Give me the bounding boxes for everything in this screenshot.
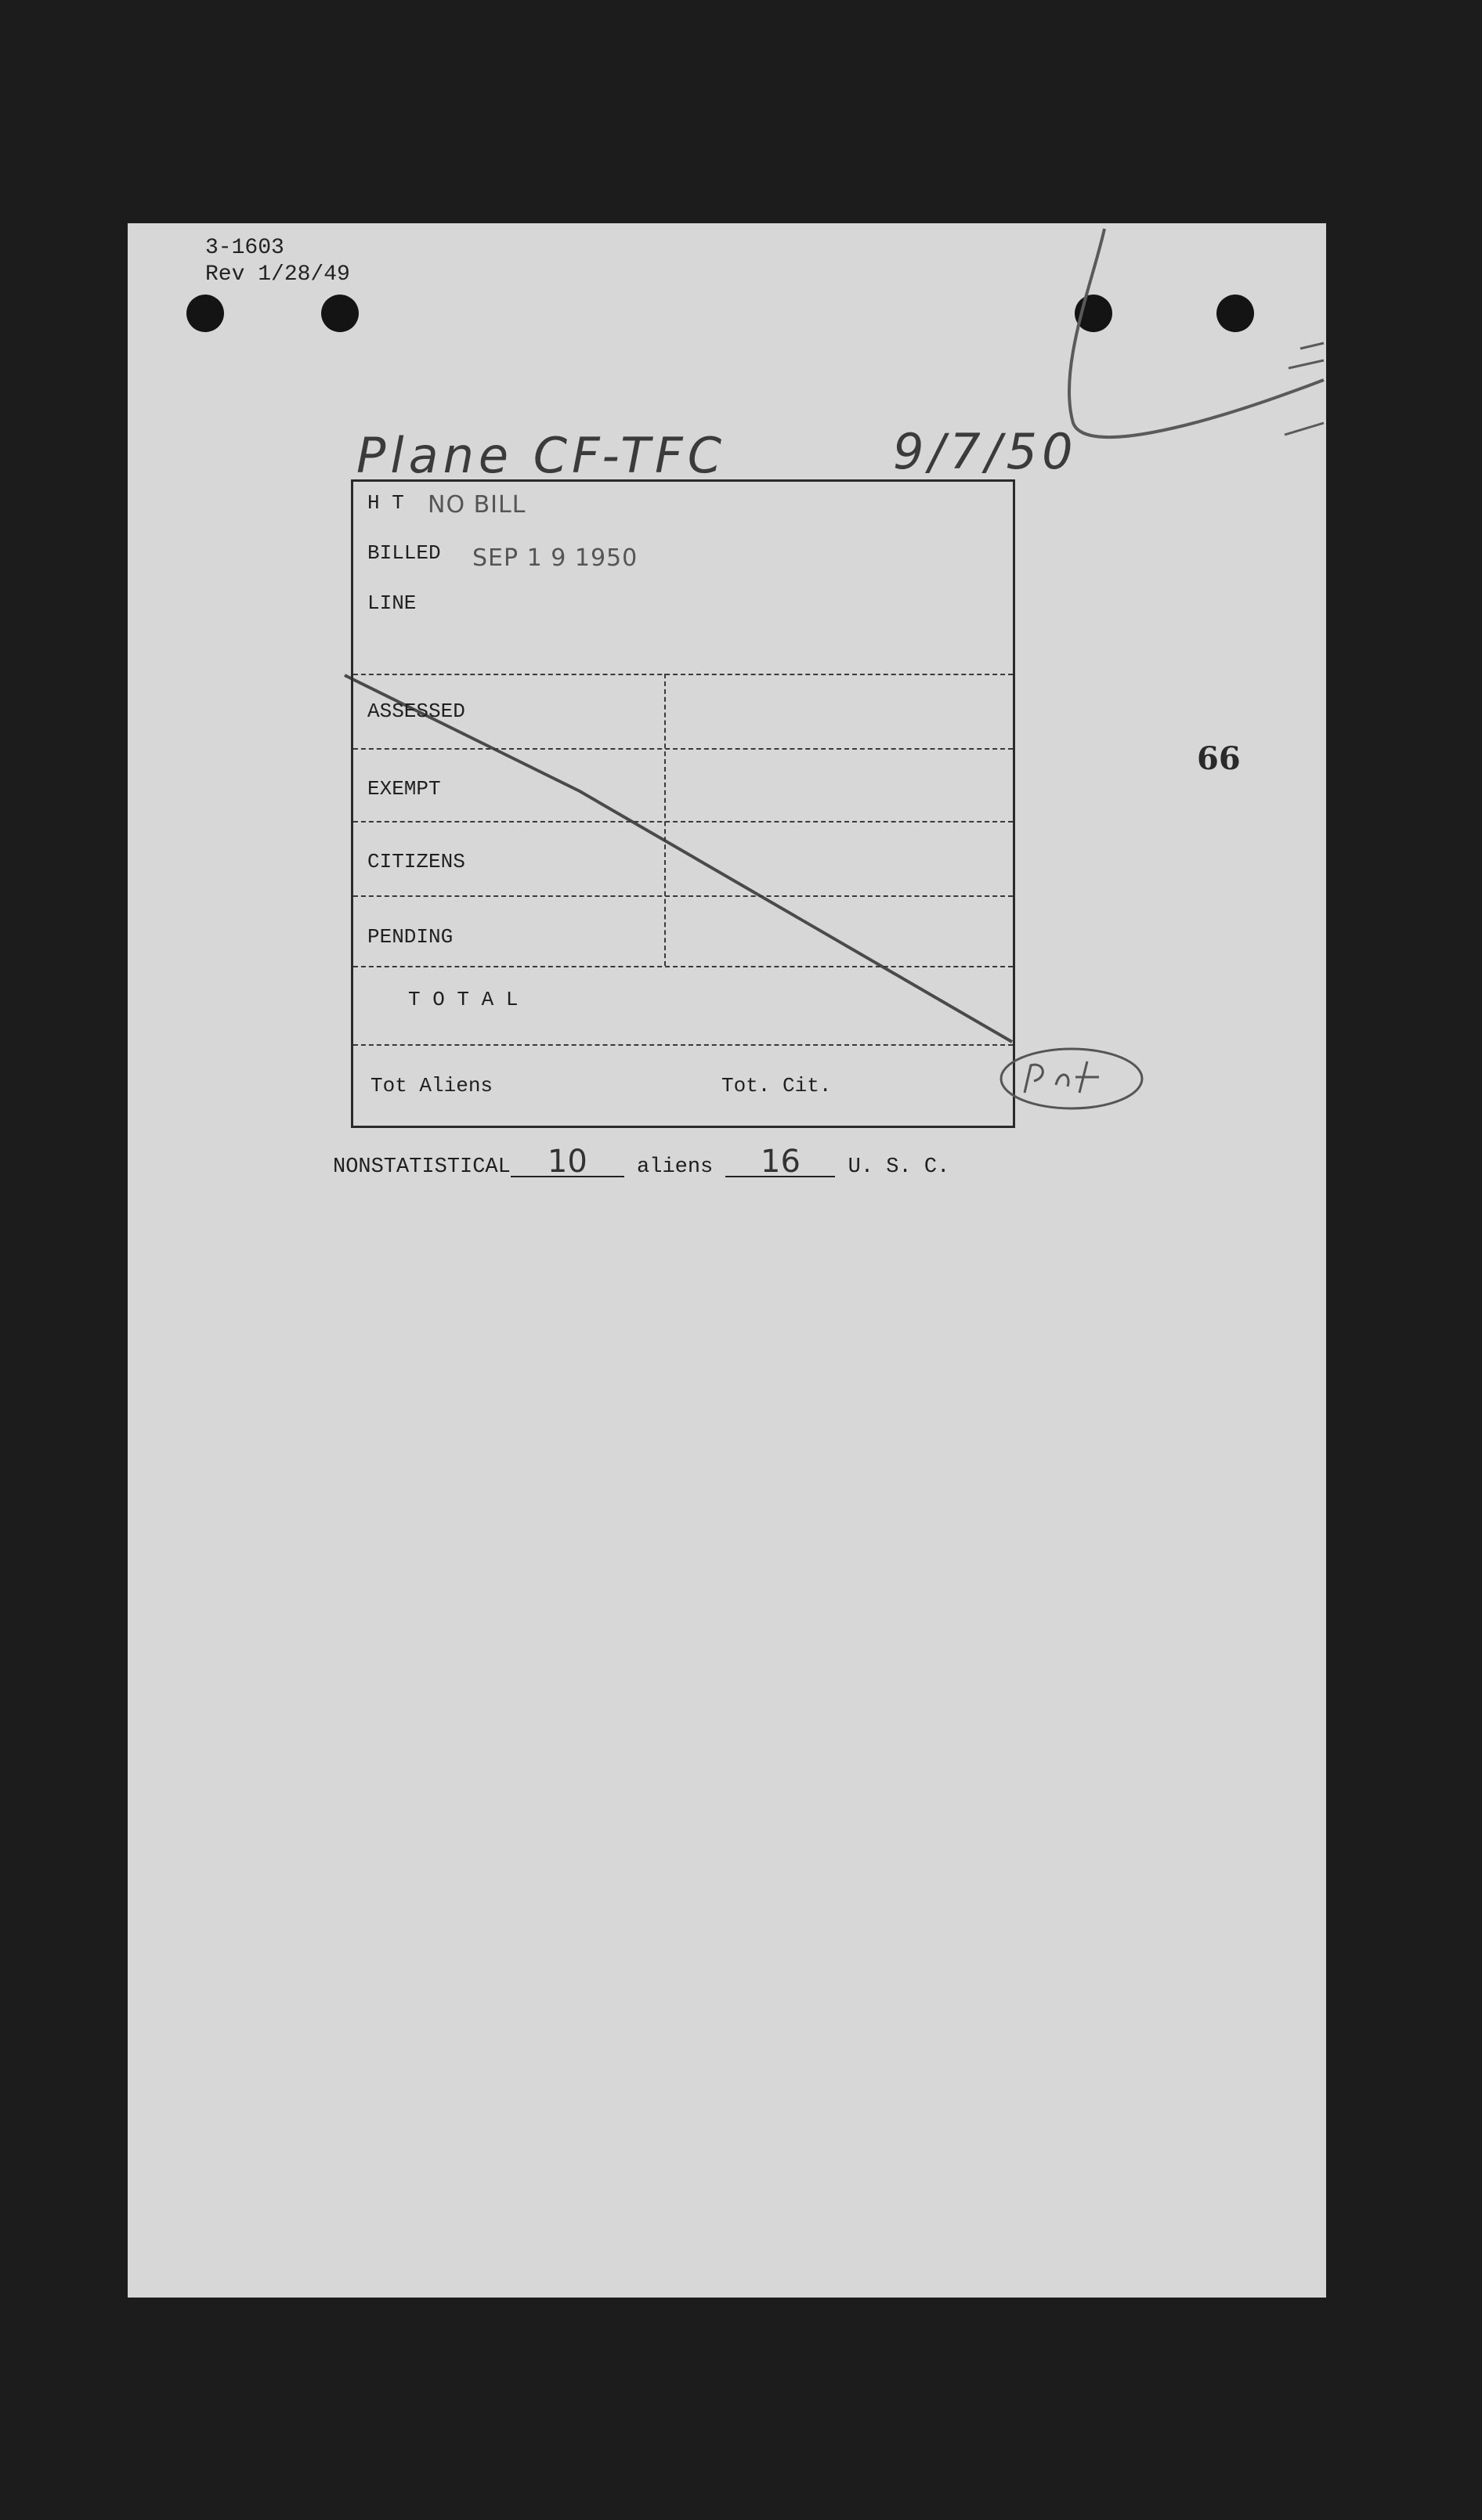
- divider: [353, 1044, 1013, 1046]
- billed-label: BILLED: [367, 541, 441, 565]
- date-handwritten: 9/7/50: [893, 423, 1078, 480]
- ht-label: H T: [367, 491, 404, 515]
- divider: [353, 821, 1013, 823]
- tot-aliens-label: Tot Aliens: [370, 1074, 493, 1097]
- form-revision: Rev 1/28/49: [205, 262, 350, 287]
- plane-label: Plane CF-TFC: [356, 427, 727, 484]
- column-divider: [664, 674, 666, 966]
- total-label: T O T A L: [408, 988, 519, 1011]
- divider: [353, 895, 1013, 897]
- line-label: LINE: [367, 591, 417, 615]
- form-code: 3-1603: [205, 236, 284, 260]
- row-label-citizens: CITIZENS: [367, 850, 465, 873]
- usc-count: 16: [725, 1148, 835, 1177]
- nonstatistical-line: [333, 1144, 950, 1180]
- page-number: 66: [1197, 740, 1241, 777]
- usc-label: U. S. C.: [848, 1155, 950, 1179]
- divider: [353, 674, 1013, 675]
- aliens-label: aliens: [637, 1155, 714, 1179]
- billed-date-stamp: SEP 1 9 1950: [472, 544, 638, 572]
- aliens-count: 10: [511, 1148, 624, 1177]
- row-label-exempt: EXEMPT: [367, 777, 441, 801]
- initials-signature: [993, 1038, 1150, 1116]
- divider: [353, 748, 1013, 750]
- row-label-pending: PENDING: [367, 925, 454, 949]
- no-bill-stamp: NO BILL: [428, 491, 526, 519]
- divider: [353, 966, 1013, 967]
- tally-table: [351, 479, 1015, 1128]
- row-label-assessed: ASSESSED: [367, 700, 465, 723]
- tot-cit-label: Tot. Cit.: [721, 1074, 832, 1097]
- nonstatistical-label: NONSTATISTICAL: [333, 1155, 511, 1179]
